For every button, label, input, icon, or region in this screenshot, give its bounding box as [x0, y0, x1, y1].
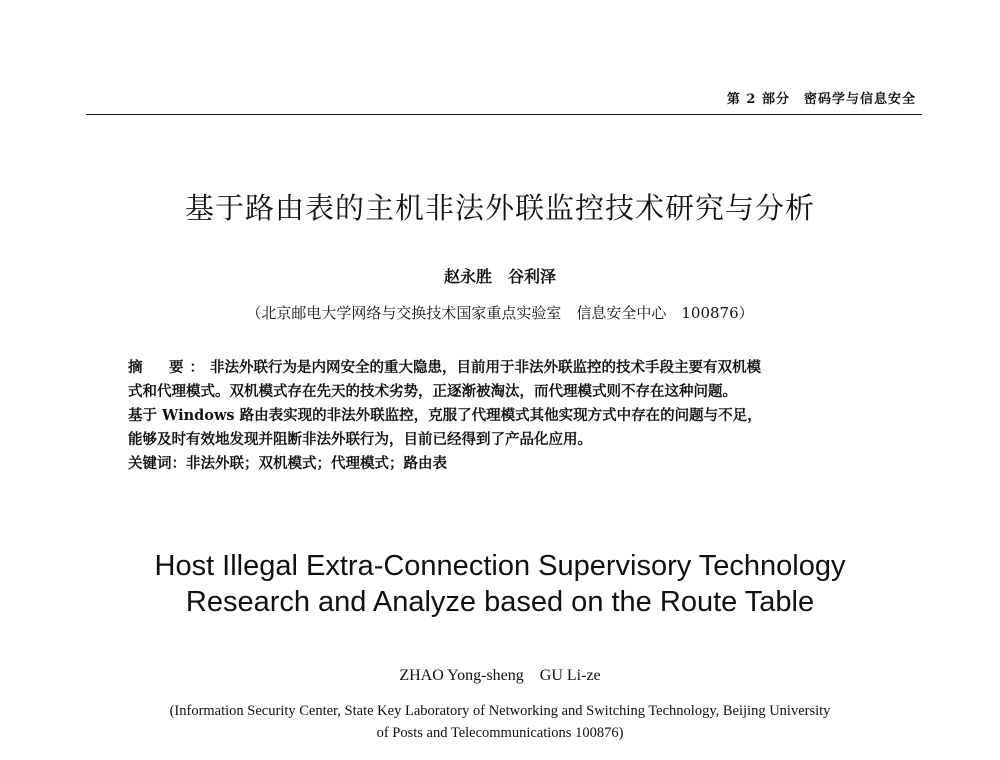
abstract-line: 能够及时有效地发现并阻断非法外联行为，目前已经得到了产品化应用。 [128, 431, 592, 448]
affiliation-english [0, 700, 1000, 744]
keywords-label: 关键词： [128, 455, 186, 472]
affiliation-chinese: （北京邮电大学网络与交换技术国家重点实验室 信息安全中心 100876） [246, 304, 754, 322]
abstract-line: 式和代理模式。双机模式存在先天的技术劣势，正逐渐被淘汰，而代理模式则不存在这种问题。 [128, 383, 737, 400]
keywords-line [128, 452, 888, 476]
abstract-text: 非法外联行为是内网安全的重大隐患，目前用于非法外联监控的技术手段主要有双机模 [210, 359, 761, 376]
title-chinese: 基于路由表的主机非法外联监控技术研究与分析 [184, 191, 815, 225]
abstract-line: 基于 Windows 路由表实现的非法外联监控，克服了代理模式其他实现方式中存在的问题与不足， [128, 407, 762, 424]
abstract-block [128, 356, 888, 476]
abstract-label: 摘 要： [128, 359, 210, 376]
affiliation-english-line: of Posts and Telecommunications 100876) [376, 725, 624, 741]
authors-chinese: 赵永胜 谷利泽 [443, 267, 556, 286]
page-header-section: 第 2 部分 密码学与信息安全 [726, 92, 916, 107]
title-english-line: Research and Analyze based on the Route Table [185, 586, 815, 618]
authors-english: ZHAO Yong-sheng GU Li-ze [399, 667, 601, 684]
header-rule [86, 114, 922, 115]
title-english-line: Host Illegal Extra-Connection Supervisory Technology [154, 550, 846, 582]
affiliation-english-line: (Information Security Center, State Key Laboratory of Networking and Switching Technology, Beijing University [169, 703, 831, 719]
abstract-line [128, 356, 888, 380]
keywords-text: 非法外联；双机模式；代理模式；路由表 [186, 455, 447, 472]
title-english [0, 548, 1000, 620]
